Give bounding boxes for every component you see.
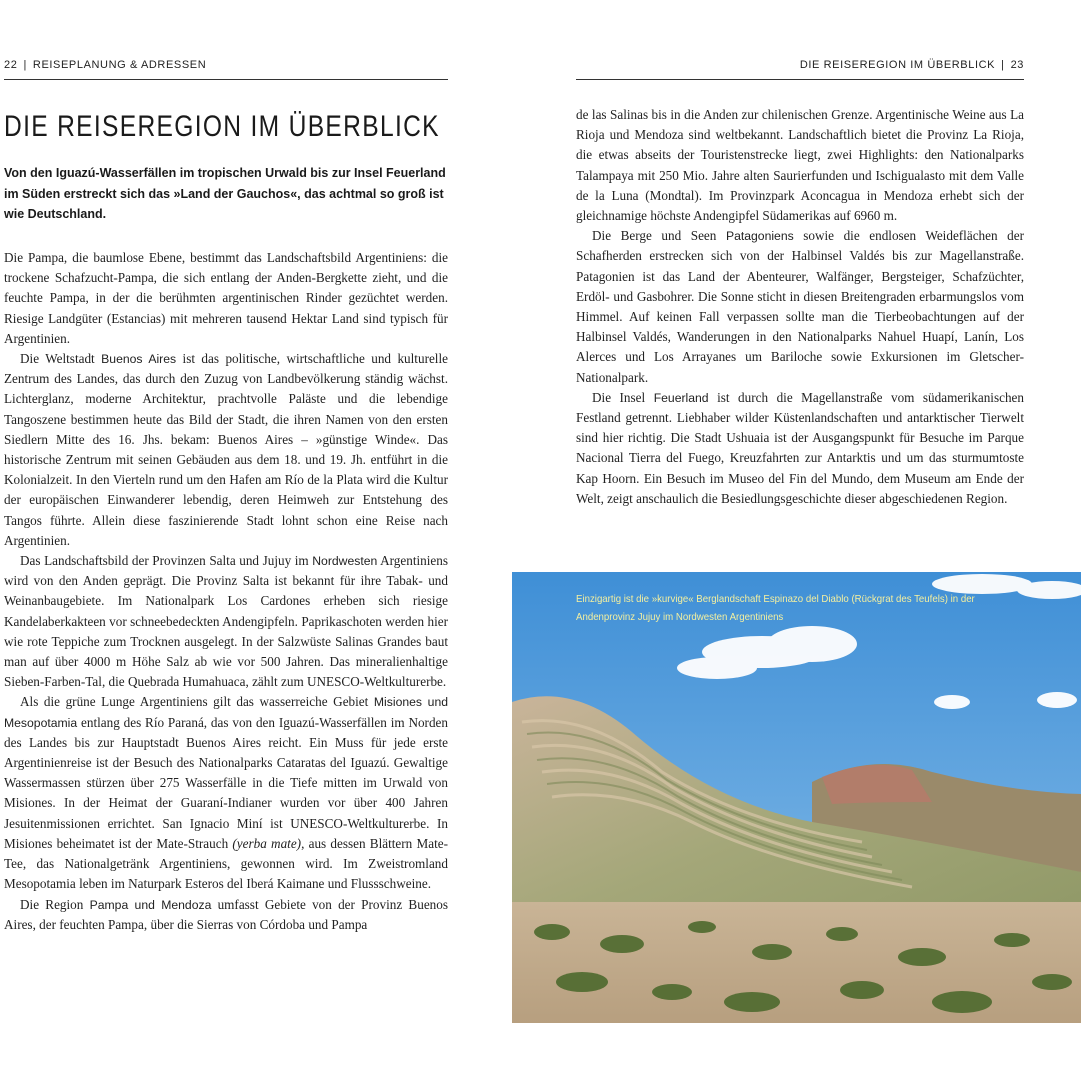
keyword-nordwesten: Nordwesten [312, 554, 378, 569]
right-text-column [576, 105, 1024, 509]
header-separator: | [1001, 59, 1005, 71]
text-run: Die Weltstadt [20, 351, 102, 367]
right-section-title: DIE REISEREGION IM ÜBERBLICK [799, 59, 996, 71]
lead-paragraph: Von den Iguazú-Wasserfällen im tropischen Urwald bis zur Insel Feuerland im Süden erstreckt sich das »Land der Gauchos«, das achtmal so groß ist wie Deutschland. [4, 166, 446, 221]
right-page-header [576, 59, 1024, 80]
text-run: ist durch die Magellanstraße vom südamerikanischen Festland getrennt. Liebhaber wilder Küstenlandschaften und antarktischer Tierwelt sind hier richtig. Die Stadt Ushuaia ist der Ausgangspunkt für Besuche im Parque Nacional Tierra del Fuego, Kreuzfahrten zur Antarktis und um das sturmumtoste Kap Hoorn. Ein Besuch im Museo del Fin del Mundo, dem Museum am Ende der Welt, zeigt anschaulich die Besiedlungsgeschichte dieser abgeschiedenen Region. [576, 389, 1024, 506]
left-text-column [4, 248, 448, 935]
text-run: Das Landschaftsbild der Provinzen Salta und Jujuy im [20, 553, 313, 569]
keyword-buenos-aires: Buenos Aires [101, 352, 177, 367]
text-run: umfasst Gebiete von der Provinz Buenos Aires, der feuchten Pampa, über die Sierras von Córdoba und Pampa [4, 896, 448, 932]
paragraph-patagonien [576, 226, 1024, 388]
text-run: Die Insel [592, 389, 654, 405]
paragraph-pampa-mendoza [4, 895, 448, 935]
paragraph-continuation: de las Salinas bis in die Anden zur chilenischen Grenze. Argentinische Weine aus La Rioja und Mendoza sind weltbekannt. Landschaftlich bietet die Provinz La Rioja, die etwas abseits der Touristenstrecke liegt, zwei Highlights: den Nationalparks Talampaya mit 250 Mio. Jahre alten Saurierfunden und Ischigualasto mit dem Valle de la Luna (Mondtal). Im Provinzpark Aconcagua in Mendoza erhebt sich der gleichnamige höchste Andengipfel Südamerikas auf 6960 m. [576, 107, 1024, 224]
landscape-photo [512, 572, 1081, 1023]
photo-caption: Einzigartig ist die »kurvige« Berglandschaft Espinazo del Diablo (Rückgrat des Teufels) in der Andenprovinz Jujuy im Nordwesten Argentiniens [576, 593, 975, 623]
text-run: ist das politische, wirtschaftliche und kulturelle Zentrum des Landes, das durch den Zuzug von Landbevölkerung ständig wächst. Lichterglanz, moderne Architektur, prachtvolle Paläste und die lebendige Tangoszene bestimmen heute das Bild der Stadt, die ihren Namen von den ersten Siedlern Mitte des 16. Jhs. bekam: Buenos Aires – »günstige Winde«. Das historische Zentrum mit seinen Gebäuden aus dem 18. und 19. Jh. entführt in die Kolonialzeit. In den Vierteln rund um den Hafen am Río de la Plata wird die Kultur der europäischen Einwanderer lebendig, deren Heimweh zur Entstehung des Tangos führte. Allein diese faszinierende Stadt lohnt schon eine Reise nach Argentinien. [4, 351, 448, 548]
paragraph-feuerland [576, 388, 1024, 509]
keyword-feuerland: Feuerland [653, 390, 709, 405]
text-run: Als die grüne Lunge Argentiniens gilt das wasserreiche Gebiet [20, 694, 374, 710]
text-run: entlang des Río Paraná, das von den Iguazú-Wasserfällen im Norden des Landes bis zur Hauptstadt Buenos Aires reicht. Ein Muss für jede erste Argentinienreise ist der Besuch des Nationalparks Cataratas del Iguazú. Gewaltige Wassermassen stürzen über 275 Wasserfälle in die Tiefe mitten im Urwald von Misiones. In der Heimat der Guaraní-Indianer wurden vor über 400 Jahren Jesuitenmissionen errichtet. San Ignacio Miní ist UNESCO-Weltkulturerbe. In Misiones beheimatet ist der Mate-Strauch [4, 714, 448, 851]
paragraph-pampa: Die Pampa, die baumlose Ebene, bestimmt das Landschaftsbild Argentiniens: die trockene Schafzucht-Pampa, die sich entlang der Anden-Bergkette zieht, und die feuchte Pampa, in der die berühmten argentinischen Rinder gezüchtet werden. Riesige Landgüter (Estancias) mit mehreren tausend Hektar Land sind typisch für Argentinien. [4, 250, 448, 346]
text-run: Argentiniens wird von den Anden geprägt. Die Provinz Salta ist bekannt für ihre Tabak- und Weinanbaugebiete. Im Nationalpark Los Cardones erheben sich riesige Kandelaberkakteen vor schneebedeckten Andengipfeln. Paprikaschoten werden hier wie rote Teppiche zum Trocknen ausgelegt. In der Salzwüste Salinas Grandes baut man auf über 4000 m Höhe Salz ab wie vor 500 Jahren. Das mineralienhaltige Sieben-Farben-Tal, die Quebrada Humahuaca, zählt zum UNESCO-Weltkulturerbe. [4, 553, 449, 690]
italic-term: (yerba mate) [232, 835, 302, 851]
left-page-header [4, 59, 448, 80]
paragraph-buenos-aires [4, 349, 448, 551]
keyword-patagoniens: Patagoniens [725, 229, 794, 244]
keyword-pampa-mendoza: Pampa und Mendoza [89, 897, 212, 912]
left-section-title: REISEPLANUNG & ADRESSEN [32, 59, 207, 71]
text-run: Die Region [20, 896, 90, 912]
header-separator: | [23, 59, 27, 71]
mountain-landscape-illustration [512, 572, 1081, 1023]
paragraph-nordwesten [4, 551, 448, 692]
text-run: Die Berge und Seen [592, 228, 726, 244]
page-title: DIE REISEREGION IM ÜBERBLICK [4, 110, 440, 143]
left-page-number: 22 [4, 59, 18, 71]
text-run: sowie die endlosen Weideflächen der Schafherden erstrecken sich von der Halbinsel Valdés bis zur Magellanstraße. Patagonien ist das Land der Abenteurer, Walfänger, Bergsteiger, Schafzüchter, Erdöl- und Gasbohrer. Die Sonne sticht in diesen Breitengraden erbarmungslos vom Himmel. Auf keinen Fall verpassen sollte man die Tierbeobachtungen auf der Halbinsel Valdés, Wanderungen in den Nationalparks Nahuel Huapí, Lanín, Los Alerces und Los Arrayanes um Bariloche sowie Exkursionen im Gletscher-Nationalpark. [576, 228, 1024, 385]
right-page-number: 23 [1010, 59, 1024, 71]
paragraph-misiones [4, 692, 448, 894]
text-run: , aus dessen Blättern Mate-Tee, das Nationalgetränk Argentiniens, gewonnen wird. Im Zweistromland Mesopotamia leben im Naturpark Esteros del Iberá Kaimane und Flussschweine. [4, 835, 448, 892]
keyword-misiones-mesopotamia: Misiones und Mesopotamia [4, 695, 448, 730]
